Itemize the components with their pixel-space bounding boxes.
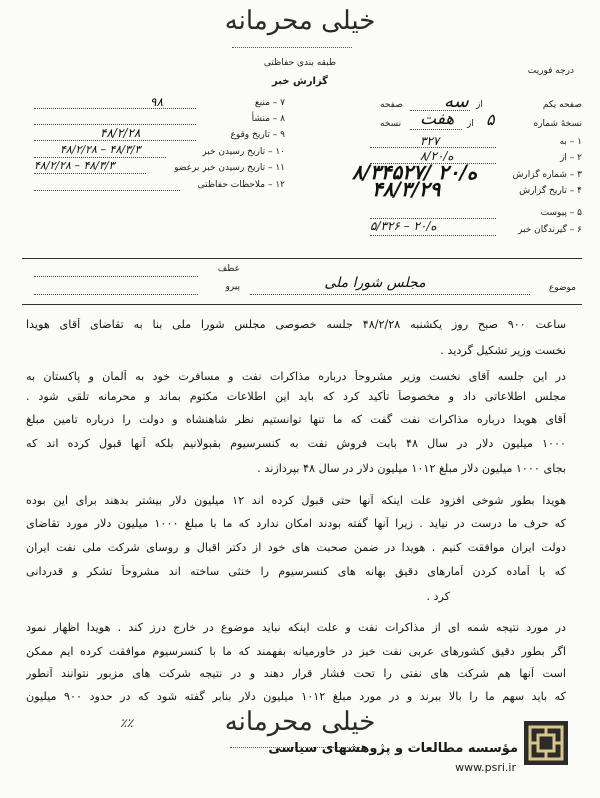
- reference-label: عطف: [217, 264, 240, 274]
- report-title: گزارش خبر: [271, 76, 328, 87]
- subject-separator: [22, 304, 582, 305]
- subject-value: مجلس شورا ملی: [324, 275, 426, 291]
- copy-number-label: نسخهٔ شماره: [533, 119, 582, 129]
- body-line: در این جلسه آقای نخست وزیر مشروحاً درباره مذاکرات نفت و مسافرت خود به آلمان و پاکستان به: [26, 370, 566, 383]
- body-line: در مورد نتیجه شمه ای از مذاکرات نفت و علت اینکه نباید موضوع در خارج درز کند . هویدا اظهار نمود: [26, 621, 566, 634]
- institute-name: مؤسسه مطالعات و پژوهشهای سیاسی: [268, 741, 518, 756]
- dot-leader: [34, 173, 146, 174]
- field-recipients-label: ۶ – گیرندگان خبر: [517, 225, 582, 235]
- field-received-member-date-value: ۴۸/۲/۲۸ – ۴۸/۳/۳: [34, 159, 115, 172]
- body-line: آقای هویدا درباره مذاکرات نفت گفت که ما تنها توانستیم نظر شاهنشاه و دولت را درباره تامین مبلغ: [26, 413, 566, 426]
- field-from-value: ۸/ه/۲۰: [420, 149, 454, 163]
- body-line: نخست وزیر تشکیل گردید .: [440, 344, 566, 357]
- follow-up-label: پیرو: [225, 282, 240, 292]
- dot-leader: [34, 190, 180, 191]
- stamp-underline: [232, 47, 352, 48]
- bottom-mark: ٪٪: [120, 716, 133, 730]
- dot-leader: [370, 235, 496, 236]
- field-report-date-label: ۴ – تاریخ گزارش: [519, 186, 582, 196]
- copy-hand-number: ۵: [486, 110, 495, 129]
- dot-leader: [370, 147, 496, 148]
- body-line: ساعت ۹۰۰ صبح روز یکشنبه ۴۸/۲/۲۸ جلسه خصوصی مجلس شورا ملی بنا به تقاضای آقای هویدا: [26, 318, 566, 331]
- body-line: مجلس اطلاعاتی داد و مخصوصاً تأکید کرد که باید این اطلاعات مکتوم بماند و محرمانه تلقی شود .: [26, 390, 566, 403]
- page-of-label: از: [476, 100, 483, 110]
- dot-leader: [34, 108, 196, 109]
- copy-hand-total: هفت: [420, 109, 455, 129]
- field-source-value: ۹۸: [150, 95, 163, 109]
- body-line: که حرف ما درست در نیاید . زیرا آنها گفته بودند امکان ندارد که ما با مبلغ ۱۰۰۰ میلیون دلار مورد تقاضای: [26, 517, 566, 530]
- body-line: است آنها هم شرکت های نفتی را تحت فشار قرار دهند و در نتیجه شرکت های مزبور نتوانند آنطور: [26, 667, 566, 680]
- field-source-label: ۷ – منبع: [254, 98, 285, 108]
- copy-word: نسخه: [380, 119, 402, 129]
- classification-label: طبقه بندی حفاظتی: [263, 58, 337, 68]
- dot-leader: [250, 294, 530, 295]
- field-report-number-label: ۳ – شماره گزارش: [512, 170, 582, 180]
- institute-url: www.psri.ir: [455, 761, 516, 774]
- dot-leader: [410, 129, 462, 130]
- body-line: دولت ایران موافقت کنیم . هویدا در ضمن صحبت های خود از دکتر اقبال و روسای شرکت ملی نفت ایران: [26, 541, 566, 554]
- body-line: اگر بطور دقیق کشورهای عربی نفت خیز در خاورمیانه بفهمند که ما با کنسرسیوم موافقت کرده ایم ممکن: [26, 645, 566, 658]
- dot-leader: [34, 157, 166, 158]
- field-event-date-value: ۴۸/۲/۲۸: [100, 126, 141, 140]
- dot-leader: [34, 294, 198, 295]
- field-received-date-label: ۱۰ – تاریخ رسیدن خبر: [202, 147, 285, 157]
- priority-label: درجه فوریت: [527, 66, 574, 76]
- field-attachment-label: ۵ – پیوست: [540, 208, 582, 218]
- body-line: که باید سهم ما را بالا ببرند و در مورد مبلغ ۱۰۱۲ میلیون دلار بنابر گفته شود که در حدود ۹۰۰ میلیون: [26, 690, 566, 703]
- field-report-number-value: ۸/ه/۲۰ /۳۴۵۲۷: [352, 160, 478, 184]
- field-origin-label: ۸ – منشأ: [251, 114, 285, 124]
- page-word: صفحه: [380, 100, 403, 110]
- page-hand-count: سه: [444, 91, 469, 112]
- copy-of-label: از: [467, 119, 474, 129]
- subject-label: موضوع: [548, 283, 576, 293]
- body-line: بجای ۱۰۰۰ میلیون دلار مبلغ ۱۰۱۲ میلیون دلار در سال ۴۸ بپردازند .: [257, 462, 566, 475]
- field-to-value: ۳۲۷: [420, 134, 440, 148]
- field-event-date-label: ۹ – تاریخ وقوع: [230, 130, 285, 140]
- field-report-date-value: ۴۸/۳/۲۹: [372, 177, 441, 201]
- body-line: ۱۰۰۰ میلیون دلار در سال ۴۸ بابت فروش نفت به کنسرسیوم بقبولانیم بلکه آنها قبول کرده اند که: [26, 437, 566, 450]
- body-line: هویدا بطور شوخی افزود علت اینکه آنها حتی قبول کرده اند ۱۲ میلیون دلار بیشتر بدهند برای این بوده: [26, 494, 566, 507]
- field-from-label: ۲ – از: [560, 153, 582, 163]
- field-security-notes-label: ۱۲ – ملاحظات حفاظتی: [197, 180, 285, 190]
- header-separator: [22, 258, 582, 259]
- field-received-member-date-label: ۱۱ – تاریخ رسیدن خبر برعضو: [174, 163, 285, 173]
- dot-leader: [34, 124, 196, 125]
- body-line: که با آماده کردن آمارهای دقیق بهانه های کنسرسیوم را خنثی ساخته اند مشروحاً تشکر و قدردانی: [26, 565, 566, 578]
- body-line: کرد .: [426, 590, 450, 603]
- dot-leader: [34, 140, 196, 141]
- page-number-label: صفحه یکم: [542, 100, 582, 110]
- dot-leader: [34, 276, 198, 277]
- classification-stamp-bottom: خیلی محرمانه: [224, 707, 376, 737]
- field-recipients-value: ۵/ه/۲۰ – ۳۲۶: [370, 219, 437, 233]
- psri-logo-icon: [524, 721, 568, 765]
- field-received-date-value: ۴۸/۲/۲۸ – ۴۸/۳/۳: [60, 143, 141, 156]
- classification-stamp-top: خیلی محرمانه: [224, 6, 376, 36]
- field-to-label: ۱ – به: [559, 137, 582, 147]
